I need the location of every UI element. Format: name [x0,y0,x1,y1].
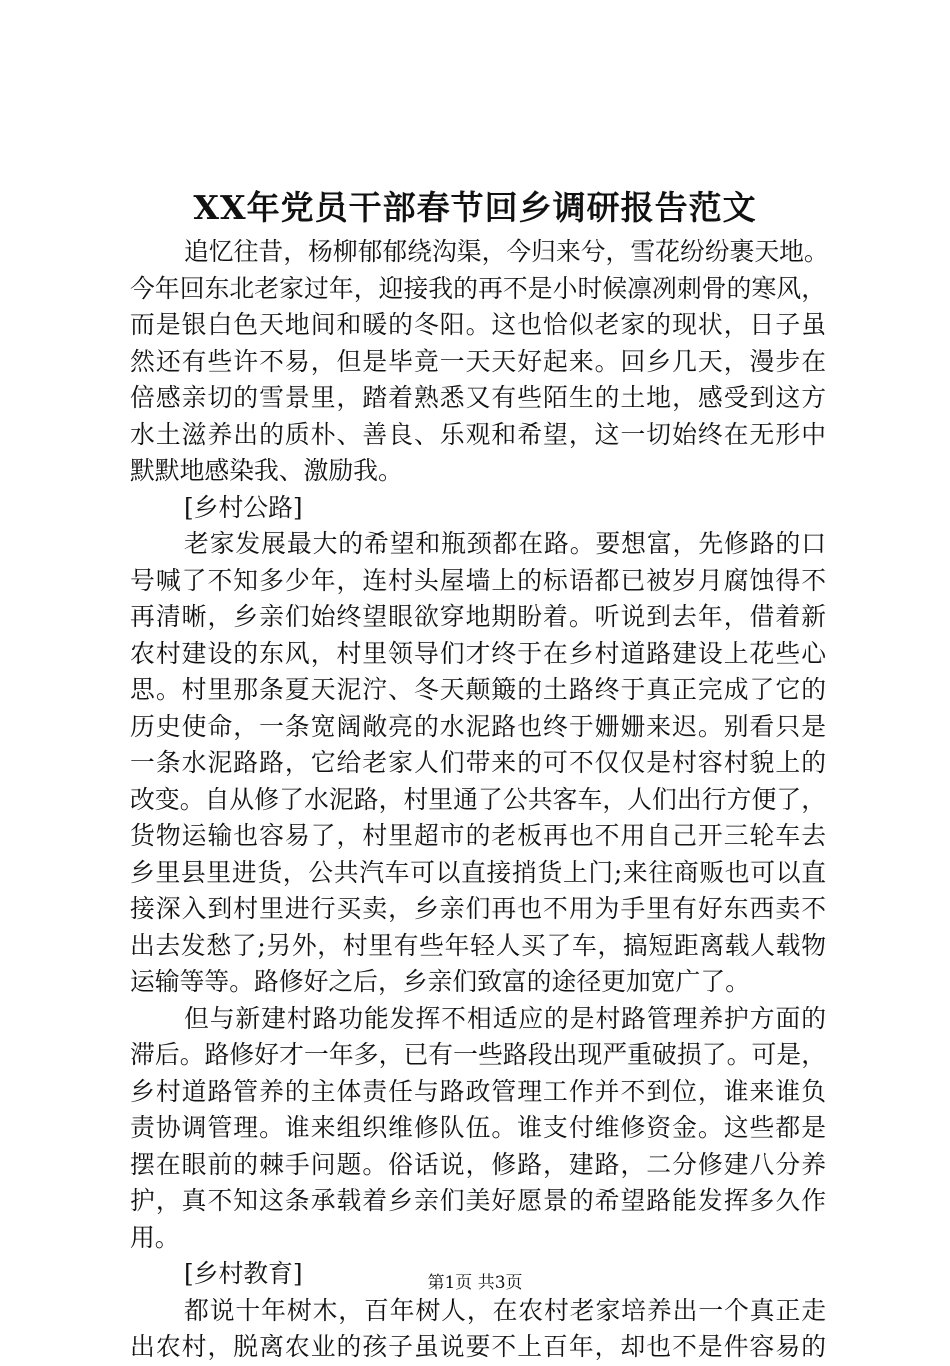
body-line: 水土滋养出的质朴、善良、乐观和希望，这一切始终在无形中 [130,419,826,449]
body-line: 出去发愁了;另外，村里有些年轻人买了车，搞短距离载人载物 [130,930,826,960]
body-line: 而是银白色天地间和暖的冬阳。这也恰似老家的现状，日子虽 [130,310,826,339]
body-line: 追忆往昔，杨柳郁郁绕沟渠，今归来兮，雪花纷纷裹天地。 [184,237,829,266]
body-line: 接深入到村里进行买卖，乡亲们再也不用为手里有好东西卖不 [130,894,826,923]
body-line: 都说十年树木，百年树人，在农村老家培养出一个真正走 [184,1295,826,1325]
body-line: 护，真不知这条承载着乡亲们美好愿景的希望路能发挥多久作 [130,1186,826,1215]
body-line: 历史使命，一条宽阔敞亮的水泥路也终于姗姗来迟。别看只是 [130,711,826,741]
body-line: 乡里县里进货，公共汽车可以直接捎货上门;来往商贩也可以直 [130,857,826,887]
body-line: 农村建设的东风，村里领导们才终于在乡村道路建设上花些心 [130,638,826,668]
body-line: 号喊了不知多少年，连村头屋墙上的标语都已被岁月腐蚀得不 [130,565,826,595]
body-line: 老家发展最大的希望和瓶颈都在路。要想富，先修路的口 [184,529,826,558]
body-line: 用。 [130,1222,180,1252]
body-line: 运输等等。路修好之后，乡亲们致富的途径更加宽广了。 [130,967,750,996]
body-line: 思。村里那条夏天泥泞、冬天颠簸的土路终于真正完成了它的 [130,675,826,704]
body-line: [乡村教育] [184,1259,303,1288]
body-line: 但与新建村路功能发挥不相适应的是村路管理养护方面的 [184,1003,826,1033]
body-line: 摆在眼前的棘手问题。俗话说，修路，建路，二分修建八分养 [130,1149,826,1179]
body-line: 倍感亲切的雪景里，踏着熟悉又有些陌生的土地，感受到这方 [130,383,826,412]
document-title: XX年党员干部春节回乡调研报告范文 [193,188,757,227]
body-line: 滞后。路修好才一年多，已有一些路段出现严重破损了。可是， [130,1040,826,1069]
body-line: 出农村，脱离农业的孩子虽说要不上百年，却也不是件容易的 [130,1332,826,1361]
body-line: 一条水泥路路，它给老家人们带来的可不仅仅是村容村貌上的 [130,748,826,777]
body-line: 再清晰，乡亲们始终望眼欲穿地期盼着。听说到去年，借着新 [130,602,826,631]
body-line: 乡村道路管养的主体责任与路政管理工作并不到位，谁来谁负 [130,1076,826,1106]
page-footer: 第1页 共3页 [427,1273,523,1293]
body-line: 责协调管理。谁来组织维修队伍。谁支付维修资金。这些都是 [130,1113,826,1142]
body-line: [乡村公路] [184,492,303,522]
body-line: 默默地感染我、激励我。 [130,456,403,485]
body-line: 改变。自从修了水泥路，村里通了公共客车，人们出行方便了， [130,784,826,814]
body-line: 然还有些许不易，但是毕竟一天天好起来。回乡几天，漫步在 [130,346,826,376]
document-body [130,234,829,1366]
body-line: 今年回东北老家过年，迎接我的再不是小时候凛冽刺骨的寒风， [130,273,826,303]
body-line: 货物运输也容易了，村里超市的老板再也不用自己开三轮车去 [130,821,826,850]
